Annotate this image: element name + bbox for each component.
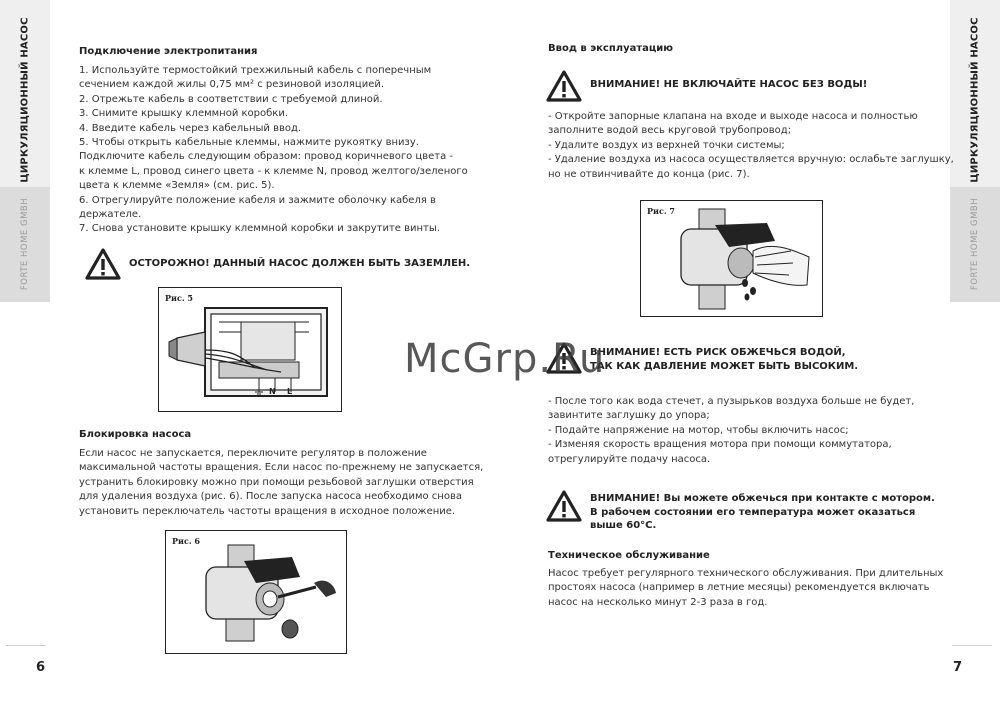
commission-heading: Ввод в эксплуатацию <box>548 43 674 54</box>
terminal-l-label: L <box>287 387 293 396</box>
figure-6-label: Рис. 6 <box>172 536 200 546</box>
watermark: McGrp.Ru <box>404 336 606 382</box>
text-line: цвета к клемме «Земля» (см. рис. 5). <box>79 180 275 192</box>
right-side-tab <box>950 0 1000 720</box>
text-line: 3. Снимите крышку клеммной коробки. <box>79 108 289 120</box>
page-number-left: 6 <box>36 660 46 675</box>
text-line: ВНИМАНИЕ! Вы можете обжечься при контакте с мотором. <box>590 493 935 504</box>
text-line: - Откройте запорные клапана на входе и выходе насоса и полностью <box>548 111 918 122</box>
power-instructions <box>79 64 468 237</box>
warning-triangle-icon <box>546 490 582 522</box>
commission-instructions <box>548 110 954 182</box>
page-number-rule <box>6 645 46 646</box>
warning-motor-hot-text <box>590 492 935 533</box>
text-line: но не отвинчивайте до конца (рис. 7). <box>548 168 750 180</box>
warning-no-water <box>546 70 867 102</box>
side-tab-brand: FORTE HOME GMBH <box>20 197 30 291</box>
figure-7-label: Рис. 7 <box>647 206 675 216</box>
warning-ground-text: ОСТОРОЖНО! ДАННЫЙ НАСОС ДОЛЖЕН БЫТЬ ЗАЗЕМЛЕН. <box>129 258 471 269</box>
block-instructions <box>79 447 483 519</box>
text-line: 6. Отрегулируйте положение кабеля и зажмите оболочку кабеля в <box>79 194 436 206</box>
text-line: - Удаление воздуха из насоса осуществляется вручную: ослабьте заглушку, <box>548 154 954 166</box>
pump-air-release-illustration <box>641 201 822 316</box>
text-line: - Изменяя скорость вращения мотора при помощи коммутатора, <box>548 439 892 451</box>
text-line: 2. Отрежьте кабель в соответствии с требуемой длиной. <box>79 93 383 105</box>
text-line: 7. Снова установите крышку клеммной коробки и закрутите винты. <box>79 223 440 235</box>
power-heading: Подключение электропитания <box>79 46 258 57</box>
text-line: установить переключатель частоты вращения в исходное положение. <box>79 505 456 517</box>
text-line: завинтите заглушку до упора; <box>548 410 710 422</box>
side-tab-brand: FORTE HOME GMBH <box>970 197 980 291</box>
block-heading: Блокировка насоса <box>79 429 192 440</box>
warning-burn-water-text <box>590 346 858 373</box>
text-line: Насос требует регулярного технического обслуживания. При длительных <box>548 568 944 579</box>
page-number-rule <box>952 645 992 646</box>
text-line: 4. Введите кабель через кабельный ввод. <box>79 122 302 134</box>
text-line: простоях насоса (например в летние месяцы) рекомендуется включать <box>548 582 930 594</box>
warning-ground <box>85 248 470 280</box>
text-line: - Удалите воздух из верхней точки системы; <box>548 139 785 151</box>
text-line: 1. Используйте термостойкий трехжильный кабель с поперечным <box>79 65 432 76</box>
text-line: для удаления воздуха (рис. 6). После запуска насоса необходимо снова <box>79 491 462 503</box>
text-line: сечением каждой жилы 0,75 мм² с резиновой изоляцией. <box>79 79 385 91</box>
text-line: максимальной частоты вращения. Если насос по-прежнему не запускается, <box>79 462 484 474</box>
warning-triangle-icon <box>85 248 121 280</box>
pump-screwdriver-illustration <box>166 531 346 653</box>
text-line: Если насос не запускается, переключите регулятор в положение <box>79 448 427 459</box>
text-line: В рабочем состоянии его температура может оказаться <box>590 506 916 518</box>
figure-7 <box>640 200 823 317</box>
text-line: - Подайте напряжение на мотор, чтобы включить насос; <box>548 424 849 436</box>
warning-no-water-text: ВНИМАНИЕ! НЕ ВКЛЮЧАЙТЕ НАСОС БЕЗ ВОДЫ! <box>590 79 868 90</box>
text-line: ВНИМАНИЕ! ЕСТЬ РИСК ОБЖЕЧЬСЯ ВОДОЙ, <box>590 347 846 358</box>
side-tab-title: ЦИРКУЛЯЦИОННЫЙ НАСОС <box>19 17 31 183</box>
text-line: 5. Чтобы открыть кабельные клеммы, нажмите рукоятку внизу. <box>79 137 419 149</box>
warning-motor-hot <box>546 490 935 533</box>
text-line: выше 60°С. <box>590 520 657 531</box>
text-line: держателе. <box>79 209 142 221</box>
text-line: заполните водой весь круговой трубопровод; <box>548 125 792 137</box>
text-line: устранить блокировку можно при помощи резьбовой заглушки отверстия <box>79 476 474 488</box>
warning-triangle-icon <box>546 70 582 102</box>
text-line: к клемме L, провод синего цвета - к клемме N, провод желтого/зеленого <box>79 165 468 177</box>
terminal-box-illustration <box>159 288 341 411</box>
page-number-right: 7 <box>953 660 963 675</box>
text-line: насос на несколько минут 2-3 раза в год. <box>548 596 768 608</box>
service-instructions <box>548 567 943 610</box>
after-air-instructions <box>548 395 914 467</box>
text-line: отрегулируйте подачу насоса. <box>548 453 711 465</box>
left-side-tab <box>0 0 50 720</box>
side-tab-title: ЦИРКУЛЯЦИОННЫЙ НАСОС <box>969 17 981 183</box>
figure-5-label: Рис. 5 <box>165 293 193 303</box>
text-line: Подключите кабель следующим образом: провод коричневого цвета - <box>79 151 454 163</box>
figure-6 <box>165 530 347 654</box>
text-line: ТАК КАК ДАВЛЕНИЕ МОЖЕТ БЫТЬ ВЫСОКИМ. <box>590 360 859 372</box>
service-heading: Техническое обслуживание <box>548 550 710 561</box>
text-line: - После того как вода стечет, а пузырьков воздуха больше не будет, <box>548 396 915 407</box>
terminal-n-label: N <box>269 387 276 396</box>
figure-5 <box>158 287 342 412</box>
